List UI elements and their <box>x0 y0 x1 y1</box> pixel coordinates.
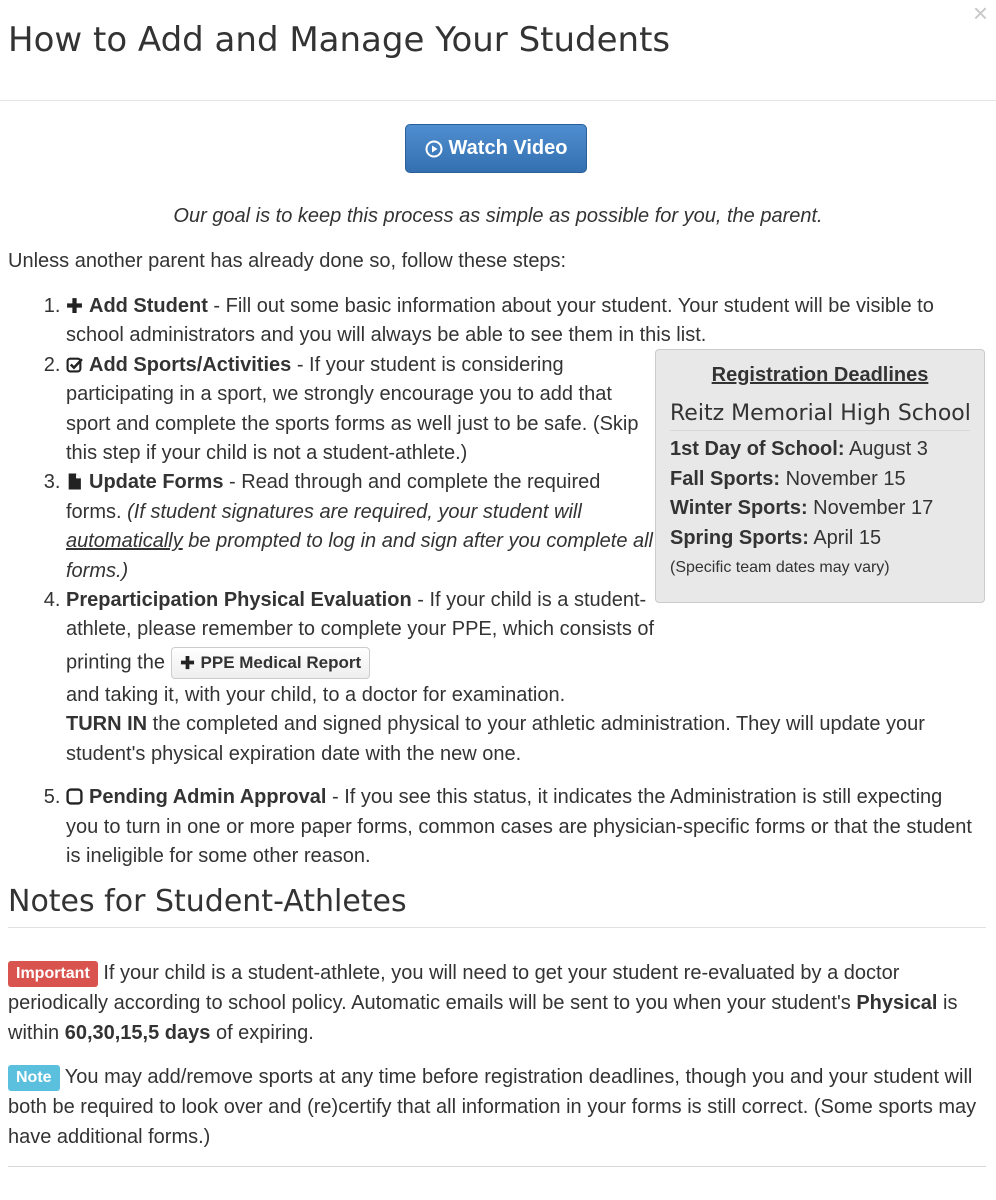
step-add-sports <box>66 351 656 469</box>
important-text-c: of expiring. <box>210 1022 314 1044</box>
school-name: Reitz Memorial High School <box>670 401 970 431</box>
goal-text: Our goal is to keep this process as simple as possible for you, the parent. <box>173 205 823 227</box>
step-note <box>66 501 653 582</box>
deadlines-footnote: (Specific team dates may vary) <box>670 559 890 576</box>
deadline-label: Fall Sports: <box>670 467 781 490</box>
important-text-a: If your child is a student-athlete, you will need to get your student re-evaluated by a doctor periodically according to school policy. Automatic emails will be sent to you when your student's <box>8 962 900 1014</box>
deadline-value: April 15 <box>808 526 882 549</box>
deadline-row <box>670 494 970 524</box>
step-text-b: and taking it, with your child, to a doctor for examination. <box>66 683 566 706</box>
deadline-row <box>670 524 970 554</box>
step-pending-approval <box>66 783 978 871</box>
step-add-student <box>66 292 978 351</box>
note-badge: Note <box>8 1065 60 1091</box>
deadline-value: November 15 <box>780 467 906 490</box>
step-note-a: (If student signatures are required, your student will <box>127 500 582 523</box>
registration-deadlines-panel <box>655 349 985 603</box>
deadline-row <box>670 465 970 495</box>
important-bold-a: Physical <box>856 992 938 1014</box>
note-text: You may add/remove sports at any time before registration deadlines, though you and your student will both be required to look over and (re)certify that all information in your forms is still correct. (Some sports may have additional forms.) <box>8 1066 977 1148</box>
step-title: Update Forms <box>89 471 224 494</box>
deadlines-title: Registration Deadlines <box>711 364 929 386</box>
turn-in-rest: the completed and signed physical to your athletic administration. They will update your student's physical expiration date with the new one. <box>66 713 925 765</box>
deadline-label: Spring Sports: <box>670 526 809 549</box>
step-update-forms <box>66 468 656 586</box>
step-ppe-intro <box>66 586 656 710</box>
step-text: - Fill out some basic information about your student. Your student will be visible to school administrators and you will always be able to see them in this list. <box>66 295 934 347</box>
notes-divider <box>8 927 986 928</box>
step-text: - Read through and complete the required forms. <box>66 471 601 523</box>
important-text-b: is within <box>8 992 958 1044</box>
important-bold-b: 60,30,15,5 days <box>64 1022 211 1044</box>
turn-in-bold: TURN IN <box>66 713 148 736</box>
step-text: - If your student is considering participating in a sport, we strongly encourage you to add that sport and complete the sports forms as well just to be safe. (Skip this step if your child is not a student-athlete.) <box>66 353 639 465</box>
intro-text: Unless another parent has already done so, follow these steps: <box>8 250 567 272</box>
general-note <box>8 1062 983 1152</box>
important-badge: Important <box>8 961 98 987</box>
step-title: Add Student <box>89 295 208 317</box>
deadline-value: November 17 <box>807 497 934 519</box>
checkbox-checked-icon <box>66 356 83 373</box>
step-text: - If you see this status, it indicates the Administration is still expecting you to turn in one or more paper forms, common cases are physician-specific forms or that the student is ineligible for some other reason. <box>66 786 972 867</box>
watch-video-button[interactable] <box>405 124 587 173</box>
dialog-title: How to Add and Manage Your Students <box>8 20 671 60</box>
close-icon[interactable]: × <box>972 0 988 28</box>
step-note-b: be prompted to log in and sign after you complete all forms.) <box>66 530 654 582</box>
deadline-label: 1st Day of School: <box>670 438 845 460</box>
header-divider <box>0 100 996 101</box>
step-text: - If your child is a student-athlete, please remember to complete your PPE, which consists of printing the <box>66 589 655 674</box>
step-title: Preparticipation Physical Evaluation <box>66 589 412 612</box>
turn-in-text <box>66 710 978 769</box>
important-note <box>8 958 983 1048</box>
plus-icon <box>66 297 83 314</box>
footer-divider <box>8 1166 986 1167</box>
checkbox-empty-icon <box>66 788 83 805</box>
ppe-button-label: PPE Medical Report <box>200 653 362 673</box>
deadline-label: Winter Sports: <box>670 497 808 519</box>
play-circle-icon <box>425 140 443 158</box>
deadline-value: August 3 <box>844 438 928 460</box>
ppe-medical-report-button[interactable] <box>171 647 371 679</box>
notes-heading: Notes for Student-Athletes <box>8 884 407 919</box>
plus-icon <box>180 655 195 670</box>
step-title: Add Sports/Activities <box>89 353 292 376</box>
step-note-underlined: automatically <box>66 530 183 553</box>
deadline-row <box>670 435 970 465</box>
document-icon <box>66 473 83 490</box>
step-title: Pending Admin Approval <box>89 786 327 809</box>
watch-video-label: Watch Video <box>448 137 568 159</box>
step-ppe <box>66 586 978 769</box>
